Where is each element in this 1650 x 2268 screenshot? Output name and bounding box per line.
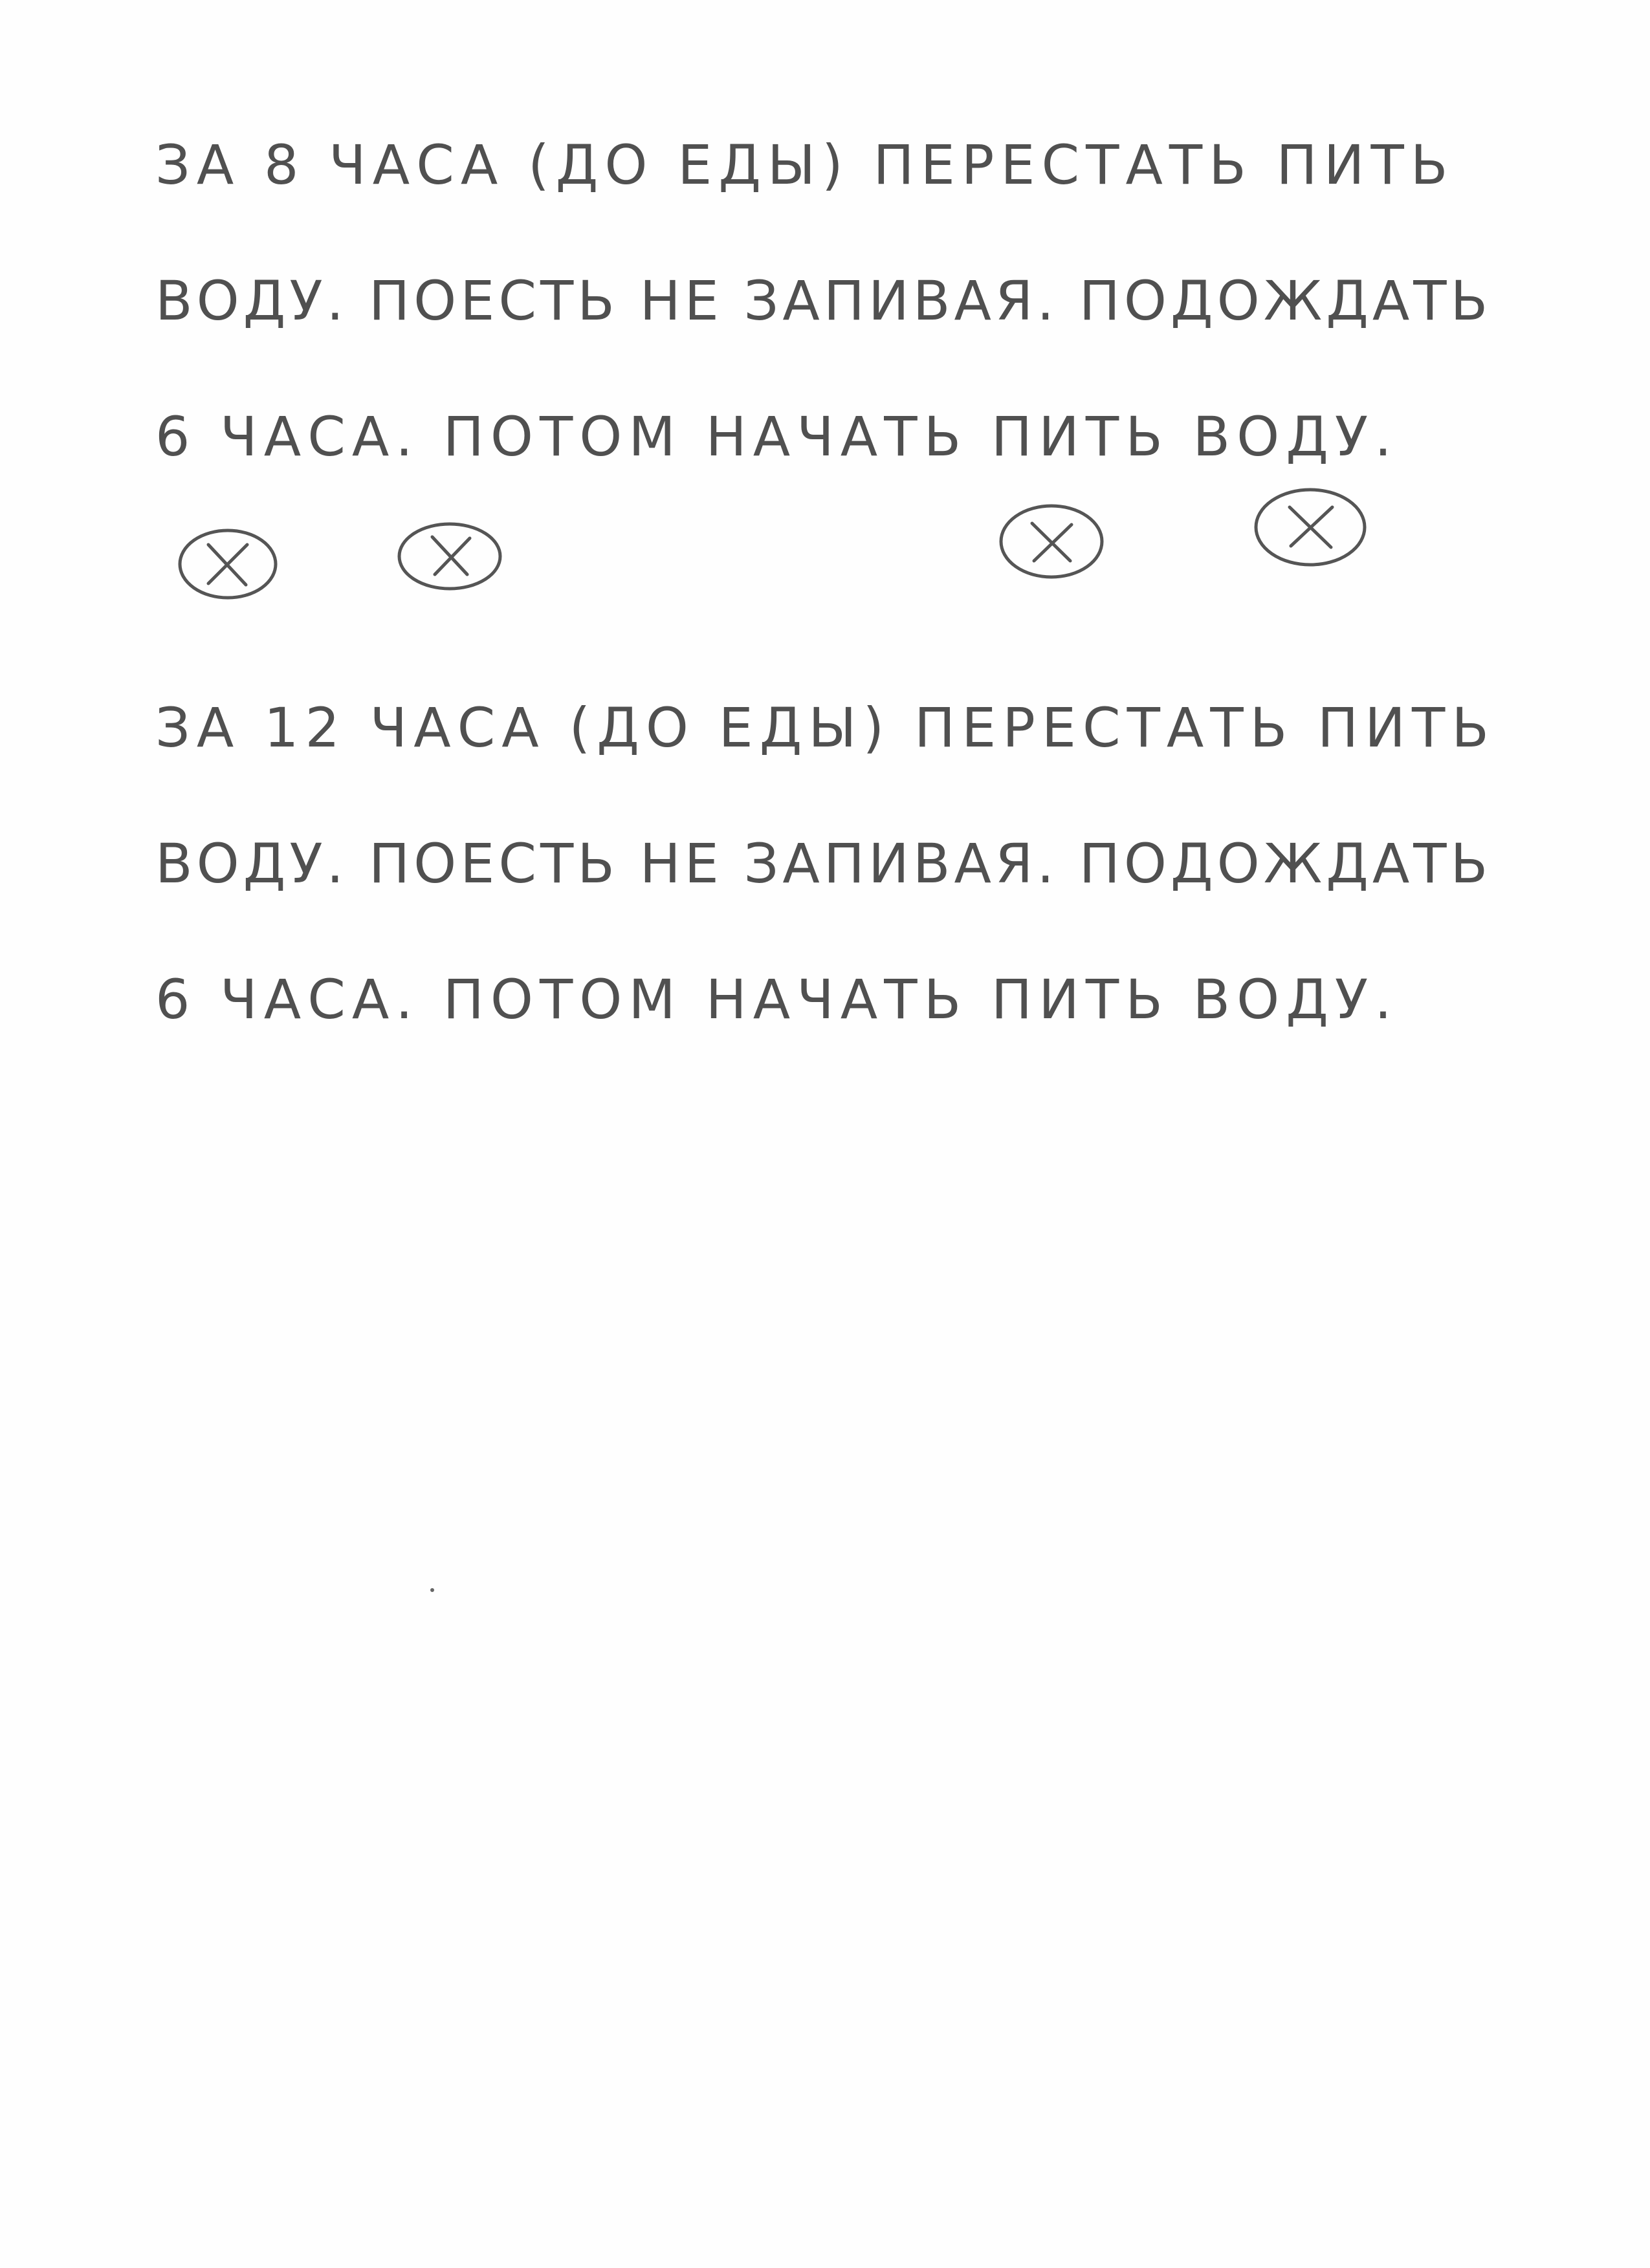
- circled-x-marks-row: [0, 485, 1650, 615]
- circled-x-icon: [996, 501, 1106, 582]
- text-line: ВОДУ. ПОЕСТЬ НЕ ЗАПИВАЯ. ПОДОЖДАТЬ: [155, 832, 1492, 895]
- instruction-paragraph-8-hours: [155, 97, 1644, 505]
- circled-x-icon: [176, 525, 280, 603]
- instruction-paragraph-12-hours: [155, 660, 1644, 1067]
- text-line: ЗА 8 ЧАСА (ДО ЕДЫ) ПЕРЕСТАТЬ ПИТЬ: [155, 133, 1455, 197]
- text-line: 6 ЧАСА. ПОТОМ НАЧАТЬ ПИТЬ ВОДУ.: [155, 405, 1398, 468]
- circled-x-icon: [1252, 485, 1369, 569]
- text-line: ВОДУ. ПОЕСТЬ НЕ ЗАПИВАЯ. ПОДОЖДАТЬ: [155, 269, 1492, 333]
- text-line: 6 ЧАСА. ПОТОМ НАЧАТЬ ПИТЬ ВОДУ.: [155, 968, 1398, 1031]
- circled-x-icon: [395, 518, 505, 595]
- pencil-speck: [430, 1588, 434, 1592]
- text-line: ЗА 12 ЧАСА (ДО ЕДЫ) ПЕРЕСТАТЬ ПИТЬ: [155, 696, 1495, 759]
